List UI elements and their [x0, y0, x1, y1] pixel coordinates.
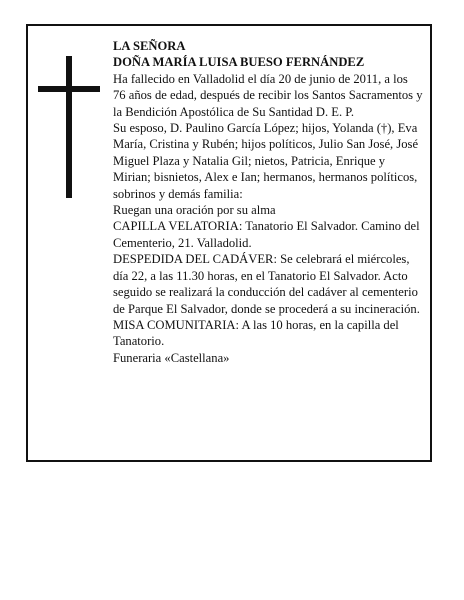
title-line-1: LA SEÑORA: [113, 39, 186, 53]
death-announcement: Ha fallecido en Valladolid el día 20 de junio de 2011, a los 76 años de edad, después de recibir los Santos Sacramentos y la Bendición Apostólica de Su Santidad D. E. P.: [113, 71, 423, 119]
prayer-request: Ruegan una oración por su alma: [113, 203, 276, 218]
mass-info: MISA COMUNITARIA: A las 10 horas, en la capilla del Tanatorio.: [113, 317, 399, 349]
family-list: Su esposo, D. Paulino García López; hijos, Yolanda (†), Eva María, Cristina y Rubén; hijos políticos, Julio San José, José Miguel Plaza y Natalia Gil; nietos, Patricia, Enrique y Mirian; bisnietos, Alex e Ian; hermanos, hermanos políticos, sobrinos y demás familia:: [113, 121, 419, 201]
obituary-text: [113, 38, 423, 366]
cross-horizontal-bar: [38, 86, 100, 92]
farewell-info: DESPEDIDA DEL CADÁVER: Se celebrará el miércoles, día 22, a las 11.30 horas, en el Tanatorio El Salvador. Acto seguido se realizará la conducción del cadáver al cementerio de Parque El Salvador, donde se procederá a su incineración.: [113, 252, 420, 316]
cross-icon: [38, 56, 100, 198]
deceased-name: DOÑA MARÍA LUISA BUESO FERNÁNDEZ: [113, 55, 365, 70]
funeral-home: Funeraria «Castellana»: [113, 350, 230, 365]
chapel-info: CAPILLA VELATORIA: Tanatorio El Salvador. Camino del Cementerio, 21. Valladolid.: [113, 219, 420, 250]
cross-vertical-bar: [66, 56, 72, 198]
